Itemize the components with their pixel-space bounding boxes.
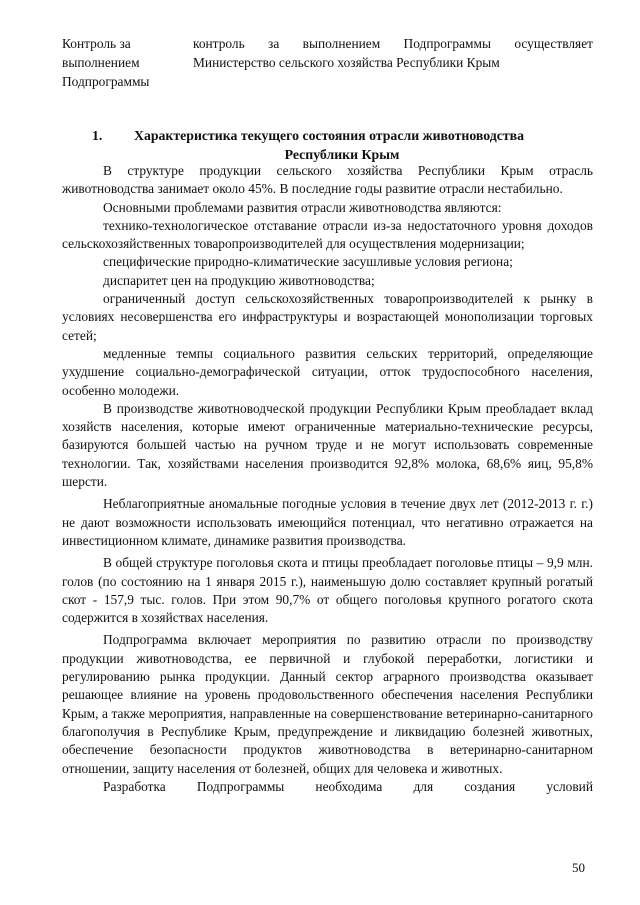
body-text bbox=[62, 162, 593, 796]
paragraph: Неблагоприятные аномальные погодные условия в течение двух лет (2012-2013 г. г.) не дают возможности использовать имеющийся потенциал, что негативно отражается на инвестиционном климате, динамике развития производства. bbox=[62, 496, 593, 548]
control-text-line: Министерство сельского хозяйства Республики Крым bbox=[193, 55, 500, 70]
paragraph: ограниченный доступ сельскохозяйственных товаропроизводителей к рынку в условиях несовершенства его инфраструктуры и возрастающей монополизации торговых сетей; bbox=[62, 291, 593, 343]
paragraph: Основными проблемами развития отрасли животноводства являются: bbox=[103, 199, 502, 215]
paragraph: специфические природно-климатические засушливые условия региона; bbox=[103, 254, 513, 270]
section-number: 1. bbox=[92, 128, 103, 143]
paragraph: В производстве животноводческой продукции Республики Крым преобладает вклад хозяйств населения, которые имеют ограниченные материально-технические ресурсы, базируются большей частью на ручном труде и не могут использовать современные технологии. Так, хозяйствами населения производится 92,8% молока, 68,6% яиц, 95,8% шерсти. bbox=[62, 400, 593, 490]
paragraph: Разработка Подпрограммы необходима для создания условий bbox=[103, 778, 593, 794]
paragraph: В структуре продукции сельского хозяйства Республики Крым отрасль животноводства занимает около 45%. В последние годы развитие отрасли нестабильно. bbox=[62, 163, 593, 197]
paragraph: В общей структуре поголовья скота и птицы преобладает поголовье птицы – 9,9 млн. голов (по состоянию на 1 января 2015 г.), наименьшую долю составляет крупный рогатый скот - 157,9 тыс. голов. При этом 90,7% от общего поголовья крупного рогатого скота содержится в хозяйствах населения. bbox=[62, 555, 593, 626]
page-number: 50 bbox=[572, 860, 585, 875]
section-title-line1: Характеристика текущего состояния отрасли животноводства bbox=[134, 128, 524, 143]
paragraph: диспаритет цен на продукцию животноводства; bbox=[103, 272, 375, 288]
control-text-line: контроль за выполнением Подпрограммы осуществляет bbox=[193, 36, 593, 51]
section-title-line2: Республики Крым bbox=[284, 147, 400, 162]
paragraph: медленные темпы социального развития сельских территорий, определяющие ухудшение социально-демографической ситуации, отток трудоспособного населения, особенно молодежи. bbox=[62, 345, 593, 398]
paragraph: Подпрограмма включает мероприятия по развитию отрасли по производству продукции животноводства, ее первичной и глубокой переработки, логистики и регулированию рынка продукции. Данный сектор аграрного производства оказывает решающее влияние на уровень продовольственного обеспечения населения Республики Крым, а также мероприятия, направленные на совершенствование ветеринарно-санитарного благополучия в Республике Крым, предупреждение и ликвидацию болезней животных, обеспечение безопасности продуктов животноводства в ветеринарно-санитарном отношении, защиту населения от болезней, общих для человека и животных. bbox=[62, 632, 593, 776]
paragraph: технико-технологическое отставание отрасли из-за недостаточного уровня доходов сельскохозяйственных товаропроизводителей для осуществления модернизации; bbox=[62, 217, 593, 252]
control-text bbox=[193, 34, 593, 72]
control-label: Контроль за выполнением Подпрограммы bbox=[62, 36, 150, 89]
